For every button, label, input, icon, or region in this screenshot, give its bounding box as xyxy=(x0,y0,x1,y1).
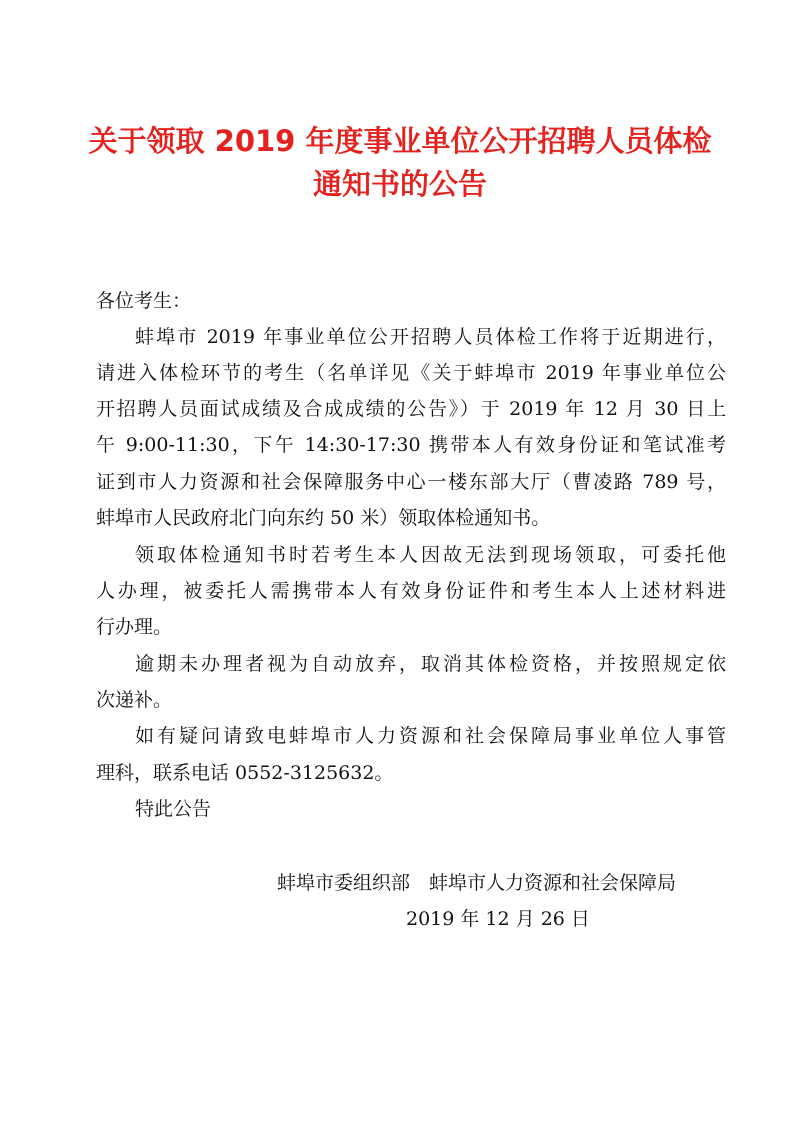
paragraph-3-line: 逾期未办理者视为自动放弃，取消其体检资格，并按照规定依 xyxy=(135,653,726,675)
paragraph-1-line: 请进入体检环节的考生（名单详见《关于蚌埠市 2019 年事业单位公 xyxy=(96,362,726,384)
paragraph-1-line: 证到市人力资源和社会保障服务中心一楼东部大厅（曹凌路 789 号， xyxy=(96,471,726,493)
paragraph-2-line: 行办理。 xyxy=(96,616,173,638)
paragraph-2-line: 人办理，被委托人需携带本人有效身份证件和考生本人上述材料进 xyxy=(96,580,726,602)
issue-date: 2019 年 12 月 26 日 xyxy=(406,908,590,930)
paragraph-4-line: 如有疑问请致电蚌埠市人力资源和社会保障局事业单位人事管 xyxy=(135,725,726,747)
paragraph-1-line: 蚌埠市 2019 年事业单位公开招聘人员体检工作将于近期进行， xyxy=(135,326,726,348)
paragraph-1-line: 蚌埠市人民政府北门向东约 50 米）领取体检通知书。 xyxy=(96,507,551,529)
paragraph-1-line: 午 9:00-11:30，下午 14:30-17:30 携带本人有效身份证和笔试准考 xyxy=(96,434,726,456)
salutation: 各位考生： xyxy=(96,290,192,312)
paragraph-2-line: 领取体检通知书时若考生本人因故无法到现场领取，可委托他 xyxy=(135,544,726,566)
paragraph-1-line: 开招聘人员面试成绩及合成成绩的公告》）于 2019 年 12 月 30 日上 xyxy=(96,398,726,420)
issuing-organizations: 蚌埠市委组织部 蚌埠市人力资源和社会保障局 xyxy=(277,872,677,894)
notice-title-line-2: 通知书的公告 xyxy=(312,167,487,201)
paragraph-3-line: 次递补。 xyxy=(96,689,173,711)
notice-title-line-1: 关于领取 2019 年度事业单位公开招聘人员体检 xyxy=(88,124,712,158)
paragraph-4-line: 理科，联系电话 0552-3125632。 xyxy=(96,762,394,784)
closing-text: 特此公告 xyxy=(135,798,212,820)
